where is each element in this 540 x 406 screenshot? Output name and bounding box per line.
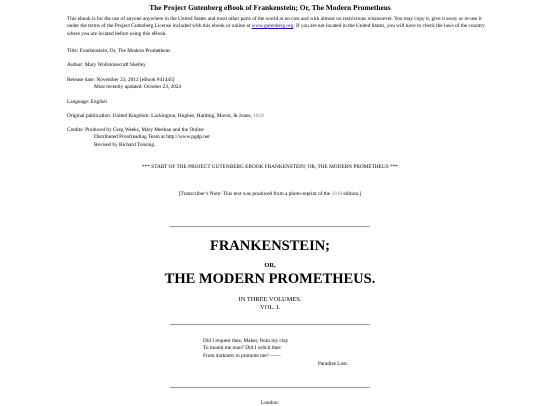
intro-text-2: . If you are not located in the United States, you will have to check the laws of the country where you are located before using this eBook.	[67, 23, 485, 37]
epigraph-attribution: Paradise Lost.	[317, 361, 348, 368]
title-meta: Title: Frankenstein; Or, The Modern Prometheus	[67, 48, 171, 54]
epigraph-line-3: From darkness to promote me? ——	[203, 352, 281, 359]
volume-number: VOL. I.	[259, 304, 281, 311]
tnote-text-1: [Transcriber’s Note: This text was produced from a photo-reprint of the	[178, 191, 332, 197]
intro-text-1: This ebook is for the use of anyone anywhere in the United States and most other parts of the world at no cost and with almost no restrictions whatsoever. You may copy it, give it away or re-use it under the terms of the Project Gutenberg License included with this ebook or online at	[67, 16, 482, 30]
page-heading: The Project Gutenberg eBook of Frankenstein; Or, The Modern Prometheus	[149, 3, 391, 12]
tnote-text-2: edition.]	[342, 191, 362, 197]
divider-bottom	[170, 387, 370, 388]
license-intro	[67, 16, 487, 38]
divider-middle	[170, 324, 370, 325]
start-marker: *** START OF THE PROJECT GUTENBERG EBOOK FRANKENSTEIN; OR, THE MODERN PROMETHEUS ***	[142, 164, 398, 170]
book-title: FRANKENSTEIN;	[209, 238, 331, 254]
release-date: Release date: November 23, 2012 [eBook #41445]	[67, 77, 175, 83]
original-pub-text: Original publication: United Kingdom: Lackington, Hughes, Harding, Mavor, & Jones,	[67, 113, 254, 119]
language-meta: Language: English	[67, 99, 107, 105]
epigraph-line-2: To mould me man? Did I solicit thee	[203, 345, 281, 352]
credits-line-1: Credits: Produced by Greg Weeks, Mary Meehan and the Online	[67, 127, 204, 133]
updated-date: Most recently updated: October 23, 2024	[94, 84, 182, 91]
author-meta: Author: Mary Wollstonecraft Shelley	[67, 62, 146, 68]
tnote-year[interactable]: 1818	[331, 191, 343, 197]
imprint-partial: London:	[261, 400, 279, 406]
original-pub-year[interactable]: 1818	[253, 113, 264, 119]
credits-meta	[67, 127, 210, 149]
book-title-or: OR,	[264, 262, 276, 269]
transcriber-note	[0, 191, 540, 197]
epigraph	[203, 338, 348, 369]
release-meta	[67, 77, 181, 92]
epigraph-line-1: Did I request thee, Maker, from my clay	[203, 338, 289, 344]
gutenberg-link[interactable]: www.gutenberg.org	[251, 23, 294, 30]
volumes-line: IN THREE VOLUMES.	[238, 296, 302, 303]
divider-top	[170, 226, 370, 227]
book-subtitle: THE MODERN PROMETHEUS.	[164, 271, 376, 287]
original-publication-meta	[67, 113, 264, 120]
credits-line-2: Distributed Proofreading Team at http://www.pgdp.net	[94, 134, 210, 141]
credits-line-3: Revised by Richard Tonsing.	[94, 141, 156, 148]
